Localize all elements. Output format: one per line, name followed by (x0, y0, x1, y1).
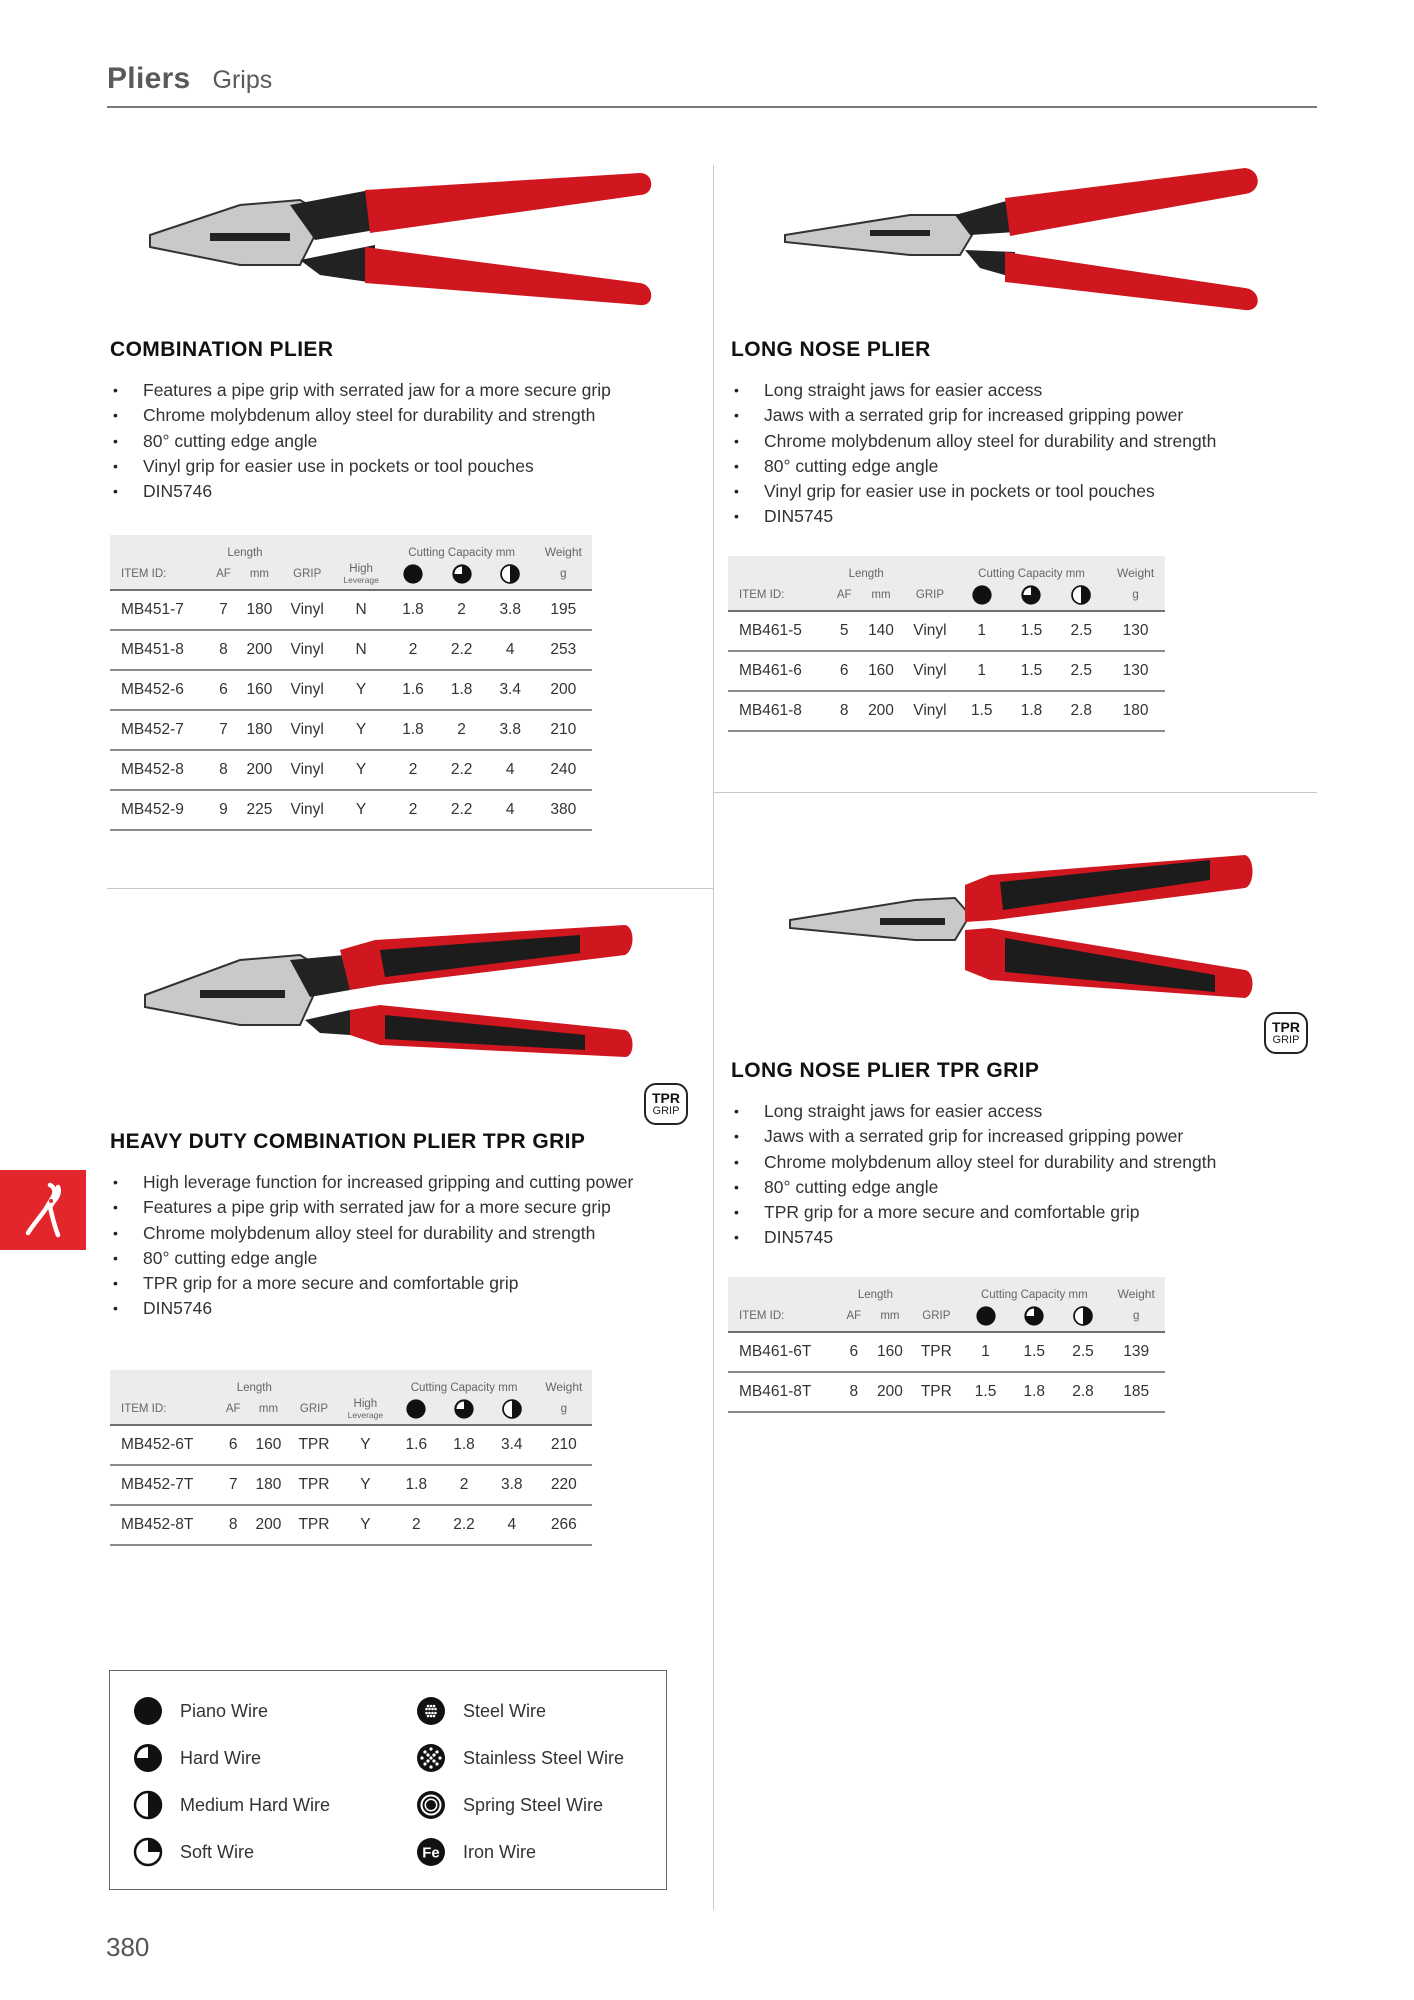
table-row: MB452-6 6 160 Vinyl Y 1.6 1.8 3.4 200 (110, 670, 592, 710)
spec-table-combination-plier (110, 535, 592, 831)
table-row: MB452-6T 6 160 TPR Y 1.6 1.8 3.4 210 (110, 1425, 592, 1465)
col-high-leverage: High Leverage (338, 1394, 392, 1425)
col-length: Length (227, 547, 263, 559)
feature-list (731, 1099, 1321, 1251)
feature-item: • Vinyl grip for easier use in pockets or tool pouches (731, 479, 1321, 504)
legend-item: Steel Wire (415, 1695, 546, 1727)
feature-item: • Vinyl grip for easier use in pockets or tool pouches (110, 454, 700, 479)
hard-wire-icon (440, 1394, 488, 1425)
spec-table-long-nose-plier (728, 556, 1165, 732)
spring-steel-wire-icon (415, 1789, 447, 1821)
feature-item: • DIN5746 (110, 479, 700, 504)
table-row: MB452-9 9 225 Vinyl Y 2 2.2 4 380 (110, 790, 592, 830)
table-row: MB452-8T 8 200 TPR Y 2 2.2 4 266 (110, 1505, 592, 1545)
col-cutting-capacity: Cutting Capacity mm (410, 1382, 518, 1394)
col-weight: Weight (545, 1380, 583, 1394)
pliers-icon (20, 1181, 66, 1239)
legend-item: Stainless Steel Wire (415, 1742, 624, 1774)
spec-table-heavy-duty-combination-plier-tpr (110, 1370, 592, 1546)
col-length: Length (857, 1289, 894, 1301)
col-weight-unit: g (1106, 580, 1165, 611)
steel-wire-icon (415, 1695, 447, 1727)
feature-item: • Chrome molybdenum alloy steel for durability and strength (731, 429, 1321, 454)
feature-item: • Chrome molybdenum alloy steel for durability and strength (110, 403, 700, 428)
col-grip: GRIP (281, 559, 334, 590)
col-cutting-capacity: Cutting Capacity mm (408, 547, 515, 559)
col-weight-unit: g (1107, 1301, 1165, 1332)
feature-item: • 80° cutting edge angle (110, 1246, 690, 1271)
table-row: MB461-6T 6 160 TPR 1 1.5 2.5 139 (728, 1332, 1165, 1372)
col-af: AF (209, 559, 238, 590)
hard-wire-icon (1010, 1301, 1059, 1332)
medium-hard-wire-icon (486, 559, 535, 590)
product-long-nose-plier (731, 338, 1321, 530)
medium-hard-wire-icon (1056, 580, 1106, 611)
feature-item: • Features a pipe grip with serrated jaw for a more secure grip (110, 1195, 690, 1220)
piano-wire-icon (132, 1695, 164, 1727)
left-section-divider (107, 888, 713, 889)
col-af: AF (219, 1394, 247, 1425)
table-row: MB461-5 5 140 Vinyl 1 1.5 2.5 130 (728, 611, 1165, 651)
table-row: MB451-7 7 180 Vinyl N 1.8 2 3.8 195 (110, 590, 592, 630)
col-high-leverage: High Leverage (333, 559, 388, 590)
right-section-divider (713, 792, 1317, 793)
feature-item: • TPR grip for a more secure and comfortable grip (110, 1271, 690, 1296)
col-item-id: ITEM ID: (110, 559, 209, 590)
page-number: 380 (106, 1932, 150, 1962)
feature-item: • 80° cutting edge angle (110, 429, 700, 454)
table-row: MB461-6 6 160 Vinyl 1 1.5 2.5 130 (728, 651, 1165, 691)
col-grip: GRIP (290, 1394, 339, 1425)
medium-hard-wire-icon (1059, 1301, 1108, 1332)
long-nose-plier-tpr-image (785, 830, 1275, 1010)
col-weight-unit: g (536, 1394, 592, 1425)
feature-item: • High leverage function for increased gripping and cutting power (110, 1170, 690, 1195)
legend-item: Medium Hard Wire (132, 1789, 330, 1821)
header-rule (107, 106, 1317, 108)
col-mm: mm (868, 1301, 911, 1332)
col-item-id: ITEM ID: (728, 580, 829, 611)
feature-list (110, 1170, 690, 1322)
category-tab[interactable] (0, 1170, 86, 1250)
legend-item: Hard Wire (132, 1742, 261, 1774)
medium-hard-wire-icon (132, 1789, 164, 1821)
table-row: MB451-8 8 200 Vinyl N 2 2.2 4 253 (110, 630, 592, 670)
feature-list (731, 378, 1321, 530)
tpr-grip-badge: TPR GRIP (1264, 1012, 1308, 1054)
page-header (107, 62, 272, 96)
feature-item: • DIN5746 (110, 1296, 690, 1321)
product-title: LONG NOSE PLIER TPR GRIP (731, 1059, 1040, 1082)
table-row: MB452-8 8 200 Vinyl Y 2 2.2 4 240 (110, 750, 592, 790)
col-af: AF (839, 1301, 868, 1332)
col-weight: Weight (1117, 566, 1155, 580)
feature-item: • 80° cutting edge angle (731, 454, 1321, 479)
col-grip: GRIP (911, 1301, 961, 1332)
product-title: COMBINATION PLIER (110, 338, 334, 361)
feature-item: • DIN5745 (731, 504, 1321, 529)
feature-item: • Long straight jaws for easier access (731, 378, 1321, 403)
product-long-nose-plier-tpr (731, 1059, 1321, 1251)
piano-wire-icon (961, 1301, 1010, 1332)
col-cutting-capacity: Cutting Capacity mm (978, 568, 1085, 580)
col-af: AF (829, 580, 859, 611)
product-heavy-duty-combination-plier-tpr (110, 1130, 690, 1322)
section-title: Pliers (107, 62, 191, 95)
table-row: MB461-8 8 200 Vinyl 1.5 1.8 2.8 180 (728, 691, 1165, 731)
table-row: MB452-7 7 180 Vinyl Y 1.8 2 3.8 210 (110, 710, 592, 750)
col-grip: GRIP (903, 580, 957, 611)
feature-item: • Jaws with a serrated grip for increased gripping power (731, 1124, 1321, 1149)
legend-item: Iron Wire (415, 1836, 536, 1868)
col-weight-unit: g (535, 559, 592, 590)
section-subtitle: Grips (212, 66, 273, 94)
col-length: Length (236, 1382, 272, 1394)
feature-item: • DIN5745 (731, 1225, 1321, 1250)
piano-wire-icon (957, 580, 1007, 611)
col-mm: mm (247, 1394, 289, 1425)
hard-wire-icon (437, 559, 486, 590)
feature-item: • TPR grip for a more secure and comfortable grip (731, 1200, 1321, 1225)
feature-item: • Chrome molybdenum alloy steel for durability and strength (731, 1150, 1321, 1175)
hard-wire-icon (1007, 580, 1057, 611)
tpr-grip-badge: TPR GRIP (644, 1083, 688, 1125)
legend-item: Soft Wire (132, 1836, 254, 1868)
hard-wire-icon (132, 1742, 164, 1774)
col-mm: mm (859, 580, 903, 611)
legend-item: Piano Wire (132, 1695, 268, 1727)
table-row: MB461-8T 8 200 TPR 1.5 1.8 2.8 185 (728, 1372, 1165, 1412)
long-nose-plier-image (780, 160, 1260, 320)
table-row: MB452-7T 7 180 TPR Y 1.8 2 3.8 220 (110, 1465, 592, 1505)
combination-plier-image (140, 165, 660, 315)
product-title: LONG NOSE PLIER (731, 338, 931, 361)
col-item-id: ITEM ID: (110, 1394, 219, 1425)
feature-item: • Long straight jaws for easier access (731, 1099, 1321, 1124)
feature-item: • Jaws with a serrated grip for increased gripping power (731, 403, 1321, 428)
soft-wire-icon (132, 1836, 164, 1868)
medium-hard-wire-icon (488, 1394, 536, 1425)
col-mm: mm (238, 559, 281, 590)
piano-wire-icon (389, 559, 438, 590)
feature-list (110, 378, 700, 504)
spec-table-long-nose-plier-tpr (728, 1277, 1165, 1413)
legend-item: Spring Steel Wire (415, 1789, 603, 1821)
feature-item: • Features a pipe grip with serrated jaw for a more secure grip (110, 378, 700, 403)
col-item-id: ITEM ID: (728, 1301, 839, 1332)
heavy-duty-combination-plier-image (140, 915, 660, 1075)
product-title: HEAVY DUTY COMBINATION PLIER TPR GRIP (110, 1130, 586, 1153)
col-weight: Weight (1117, 1287, 1155, 1301)
product-combination-plier (110, 338, 700, 504)
col-weight: Weight (544, 545, 582, 559)
piano-wire-icon (392, 1394, 440, 1425)
column-divider (713, 165, 714, 1910)
stainless-steel-wire-icon (415, 1742, 447, 1774)
col-length: Length (848, 568, 884, 580)
wire-type-legend (109, 1670, 667, 1890)
feature-item: • Chrome molybdenum alloy steel for durability and strength (110, 1221, 690, 1246)
iron-wire-icon (415, 1836, 447, 1868)
feature-item: • 80° cutting edge angle (731, 1175, 1321, 1200)
col-cutting-capacity: Cutting Capacity mm (980, 1289, 1088, 1301)
